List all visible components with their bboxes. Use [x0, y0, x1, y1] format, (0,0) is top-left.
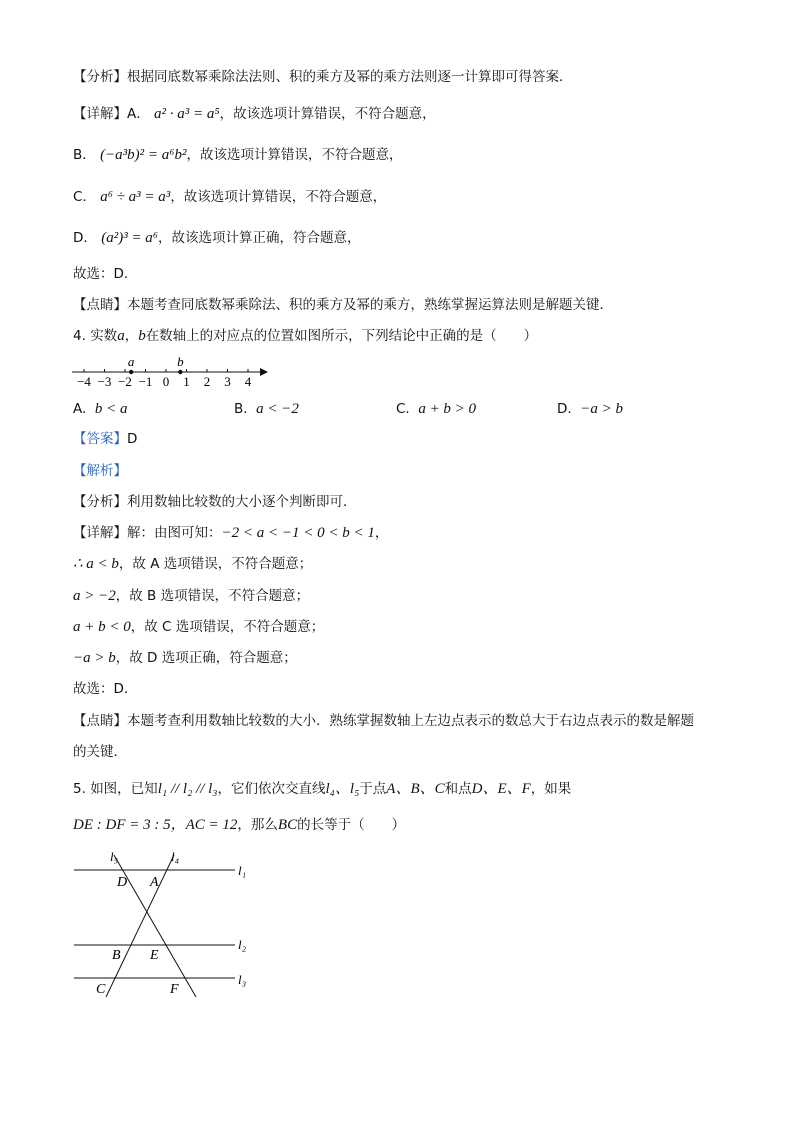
q5-stem-line-1 — [73, 779, 571, 799]
q3-detail-a-line — [73, 104, 436, 124]
q4-option-d[interactable] — [557, 399, 623, 419]
note-text: ，故 C 选项错误，不符合题意； — [130, 619, 325, 635]
question-number: 4. — [73, 328, 86, 344]
number-line-tick-label: 3 — [224, 374, 231, 389]
number-line-arrow — [260, 368, 268, 376]
number-line-tick-label: 2 — [203, 374, 211, 389]
note-text: ，故 D 选项正确，符合题意； — [115, 650, 297, 666]
q4-option-a[interactable] — [73, 399, 128, 419]
option-label: C. — [396, 401, 410, 417]
option-label: C． — [73, 189, 96, 205]
number-line-figure — [70, 352, 270, 392]
point-a-dot — [129, 370, 133, 374]
math-expression: ∴ a < b — [73, 556, 119, 572]
q4-detail-line — [73, 523, 388, 543]
note-text: ，故该选项计算错误，不符合题意， — [219, 106, 436, 122]
label-point-c: C — [96, 982, 106, 997]
q4-comment-line-2: 的关键． — [73, 744, 127, 760]
option-label: B. — [234, 401, 248, 417]
number-line-tick-label: 4 — [244, 374, 252, 389]
var-b: b — [138, 328, 146, 344]
detail-tag: 【详解】 — [73, 525, 127, 541]
analysis-text: 根据同底数幂乘除法法则、积的乘方及幂的乘方法则逐一计算即可得答案． — [127, 69, 573, 85]
math-expression: (−a³b)² = a⁶b² — [100, 147, 187, 163]
parallel-lines-figure — [70, 845, 270, 1005]
stem-text: 实数 — [90, 328, 118, 344]
option-expression: b < a — [94, 401, 128, 417]
option-label: A. — [73, 401, 87, 417]
math-expression: l₁ // l₂ // l₃ — [157, 781, 218, 797]
q4-step-4 — [73, 648, 297, 668]
point-b-dot — [178, 370, 182, 374]
stem-text: ，它们依次交直线 — [217, 781, 326, 797]
point-a-label: a — [127, 354, 135, 369]
math-expression: D、E、F — [471, 781, 531, 797]
note-text: ，故 B 选项错误，不符合题意； — [115, 588, 310, 604]
note-text: ，故该选项计算错误，不符合题意， — [186, 147, 403, 163]
label-point-d: D — [117, 875, 128, 890]
q4-choice: 故选：D． — [73, 681, 138, 697]
stem-text: 在数轴上的对应点的位置如图所示，下列结论中正确的是（ ） — [145, 328, 538, 344]
option-label: D． — [73, 230, 97, 246]
stem-text: ，那么 — [237, 817, 278, 833]
number-line-tick-label: 1 — [183, 374, 190, 389]
math-expression: l₄、l₅ — [325, 781, 360, 797]
number-line-tick-label: −1 — [138, 374, 153, 389]
q3-analysis-line — [73, 67, 573, 87]
math-expression: −a > b — [73, 650, 116, 666]
q4-step-1 — [73, 554, 312, 574]
note-text: ，故 A 选项错误，不符合题意； — [118, 556, 313, 572]
detail-text: 解：由图可知： — [127, 525, 222, 541]
note-text: ，故该选项计算错误，不符合题意， — [170, 189, 387, 205]
option-expression: a < −2 — [256, 401, 299, 417]
label-l1: l₁ — [238, 863, 247, 878]
comment-tag: 【点睛】 — [73, 713, 127, 729]
math-expression: A、B、C — [386, 781, 445, 797]
option-label: D. — [557, 401, 572, 417]
q4-comment-line-1 — [73, 711, 694, 731]
q4-stem — [73, 326, 537, 346]
stem-text: ， — [124, 328, 139, 344]
q4-step-2 — [73, 586, 309, 606]
q4-step-3 — [73, 617, 324, 637]
number-line-tick-label: −3 — [97, 374, 112, 389]
detail-text: ， — [374, 525, 389, 541]
stem-text: 和点 — [444, 781, 472, 797]
q3-detail-c-line — [73, 187, 386, 207]
q3-choice: 故选：D． — [73, 266, 138, 282]
q3-detail-d-line — [73, 228, 361, 248]
stem-text: 于点 — [359, 781, 387, 797]
stem-text: 如图，已知 — [90, 781, 158, 797]
detail-tag: 【详解】 — [73, 106, 127, 122]
math-expression: BC — [277, 817, 298, 833]
math-expression: a⁶ ÷ a³ = a³ — [100, 189, 171, 205]
q4-answer-line — [73, 429, 137, 449]
stem-text: 的长等于（ ） — [297, 817, 406, 833]
label-point-e: E — [150, 948, 159, 963]
comment-tag: 【点睛】 — [73, 297, 127, 313]
label-point-a: A — [150, 875, 159, 890]
q3-comment-line — [73, 295, 613, 315]
label-point-b: B — [112, 948, 121, 963]
stem-text: ，如果 — [530, 781, 572, 797]
math-expression: a² · a³ = a⁵ — [154, 106, 220, 122]
answer-value: D — [127, 431, 138, 447]
comment-text: 本题考查利用数轴比较数的大小．熟练掌握数轴上左边点表示的数总大于右边点表示的数是解题 — [127, 713, 694, 729]
answer-tag: 【答案】 — [73, 431, 127, 447]
question-number: 5. — [73, 781, 86, 797]
option-expression: −a > b — [580, 401, 624, 417]
q4-option-b[interactable] — [234, 399, 299, 419]
q5-stem-line-2 — [73, 815, 405, 835]
math-expression: a + b < 0 — [73, 619, 131, 635]
analysis-tag: 【分析】 — [73, 494, 127, 510]
label-l4: l₄ — [171, 849, 180, 864]
math-expression: DE : DF = 3 : 5，AC = 12 — [73, 817, 238, 833]
math-expression: −2 < a < −1 < 0 < b < 1 — [221, 525, 375, 541]
option-label: B． — [73, 147, 96, 163]
point-b-label: b — [177, 354, 184, 369]
option-expression: a + b > 0 — [418, 401, 477, 417]
label-point-f: F — [170, 982, 179, 997]
number-line-tick-label: 0 — [162, 374, 170, 389]
q4-analysis-line — [73, 492, 357, 512]
label-l5: l₅ — [110, 849, 119, 864]
q3-detail-b-line — [73, 145, 403, 165]
var-a: a — [117, 328, 125, 344]
number-line-tick-label: −2 — [118, 374, 132, 389]
q4-solution-tag: 【解析】 — [73, 463, 127, 479]
label-l2: l₂ — [238, 937, 247, 952]
note-text: ，故该选项计算正确，符合题意， — [158, 230, 361, 246]
math-expression: (a²)³ = a⁶ — [101, 230, 159, 246]
comment-text: 本题考查同底数幂乘除法、积的乘方及幂的乘方，熟练掌握运算法则是解题关键． — [127, 297, 613, 313]
math-expression: a > −2 — [73, 588, 116, 604]
q4-option-c[interactable] — [396, 399, 476, 419]
option-label: A． — [127, 106, 150, 122]
analysis-tag: 【分析】 — [73, 69, 127, 85]
label-l3: l₃ — [238, 972, 247, 987]
number-line-tick-label: −4 — [77, 374, 91, 389]
analysis-text: 利用数轴比较数的大小逐个判断即可． — [127, 494, 357, 510]
